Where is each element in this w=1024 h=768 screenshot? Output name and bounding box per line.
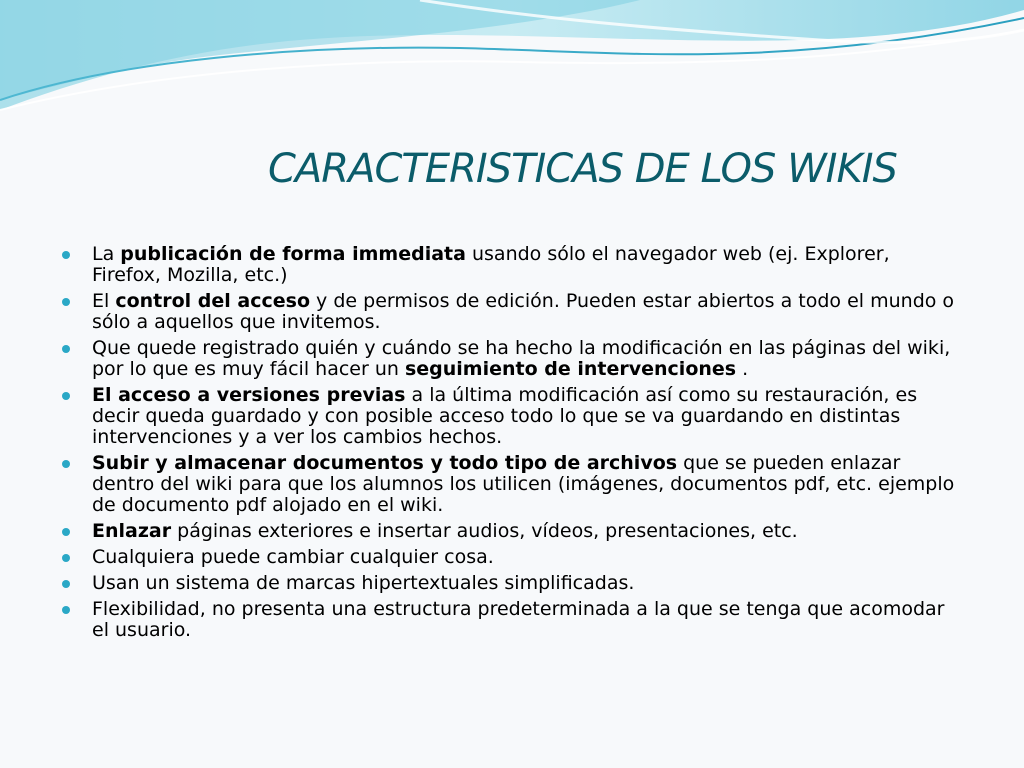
- bullet-text: Cualquiera puede cambiar cualquier cosa.: [92, 546, 494, 568]
- bullet-text: que se pueden enlazar dentro del wiki para que los alumnos los utilicen (imágenes, documentos pdf, etc. ejemplo de documento pdf alojado en el wiki.: [92, 452, 955, 516]
- bullet-text: El: [92, 290, 116, 312]
- header-wave-decoration: [0, 0, 1024, 140]
- bullet-text: Que quede registrado quién y cuándo se ha hecho la modificación en las páginas del wiki, por lo que es muy fácil hacer un: [92, 337, 951, 380]
- bullet-text: y de permisos de edición. Pueden estar abiertos a todo el mundo o sólo a aquellos que invitemos.: [92, 290, 955, 333]
- bullet-highlight: Subir y almacenar documentos y todo tipo de archivos: [92, 452, 678, 474]
- bullet-text: Usan un sistema de marcas hipertextuales simplificadas.: [92, 572, 635, 594]
- bullet-text: .: [736, 358, 749, 380]
- bullet-icon: [62, 460, 70, 468]
- list-item: [62, 338, 962, 380]
- bullet-icon: [62, 580, 70, 588]
- bullet-highlight: seguimiento de intervenciones: [404, 358, 737, 380]
- bullet-list: [62, 244, 962, 646]
- bullet-icon: [62, 554, 70, 562]
- bullet-highlight: publicación de forma immediata: [120, 243, 466, 265]
- slide-title: CARACTERISTICAS DE LOS WIKIS: [268, 146, 897, 192]
- bullet-icon: [62, 606, 70, 614]
- bullet-icon: [62, 392, 70, 400]
- list-item: [62, 453, 962, 516]
- list-item: [62, 244, 962, 286]
- bullet-icon: [62, 298, 70, 306]
- bullet-text: páginas exteriores e insertar audios, vídeos, presentaciones, etc.: [171, 520, 798, 542]
- bullet-highlight: El acceso a versiones previas: [92, 384, 406, 406]
- list-item: [62, 573, 962, 594]
- list-item: [62, 291, 962, 333]
- list-item: [62, 385, 962, 448]
- bullet-highlight: Enlazar: [92, 520, 172, 542]
- list-item: [62, 599, 962, 641]
- bullet-icon: [62, 251, 70, 259]
- bullet-text: usando sólo el navegador web (ej. Explorer, Firefox, Mozilla, etc.): [92, 243, 890, 286]
- list-item: [62, 521, 962, 542]
- bullet-text: Flexibilidad, no presenta una estructura predeterminada a la que se tenga que acomodar el usuario.: [92, 598, 945, 641]
- bullet-text: a la última modificación así como su restauración, es decir queda guardado y con posible acceso todo lo que se va guardando en distintas intervenciones y a ver los cambios hechos.: [92, 384, 918, 448]
- bullet-icon: [62, 345, 70, 353]
- bullet-icon: [62, 528, 70, 536]
- bullet-highlight: control del acceso: [115, 290, 311, 312]
- list-item: [62, 547, 962, 568]
- bullet-text: La: [92, 243, 121, 265]
